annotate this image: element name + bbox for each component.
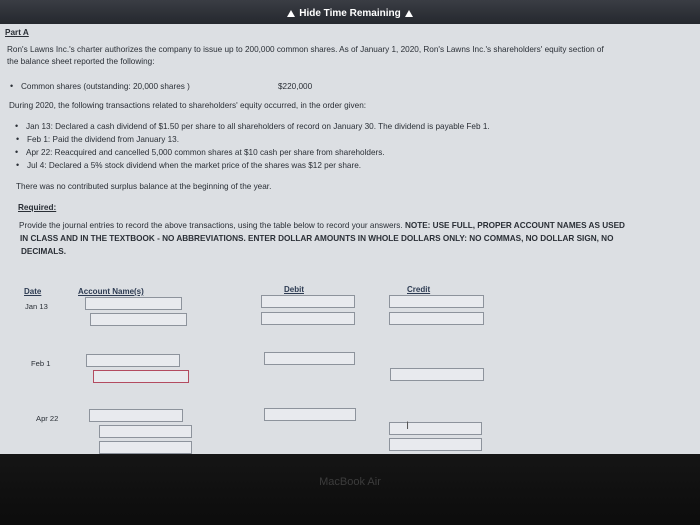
transactions-intro: During 2020, the following transactions related to shareholders' equity occurred, in the order given: [9,101,367,110]
row-date: Feb 1 [31,359,51,368]
debit-input[interactable] [264,408,356,421]
debit-input[interactable] [261,312,355,325]
account-name-input[interactable] [86,354,180,367]
question-content [0,24,700,454]
laptop-bezel [0,454,700,525]
credit-input[interactable] [389,422,482,435]
instructions-plain: Provide the journal entries to record the above transactions, using the table below to record your answers. [19,221,405,230]
credit-input[interactable] [389,438,482,451]
laptop-brand-label: MacBook Air [319,476,381,488]
row-date: Jan 13 [25,302,48,311]
credit-input[interactable] [390,368,484,381]
credit-input[interactable] [389,295,484,308]
debit-header: Debit [284,285,304,294]
row-date: Apr 22 [36,414,59,423]
instructions-line-2: IN CLASS AND IN THE TEXTBOOK - NO ABBREVIATIONS. ENTER DOLLAR AMOUNTS IN WHOLE DOLLARS ONLY: NO COMMAS, NO DOLLAR SIGN, NO [20,234,614,243]
part-label: Part A [5,28,29,37]
account-name-input[interactable] [93,370,189,383]
credit-input[interactable] [389,312,484,325]
triangle-up-icon [287,10,295,17]
transaction-item: • Jul 4: Declared a 5% stock dividend when the market price of the shares was $12 per share. [27,160,361,171]
instructions-line-3: DECIMALS. [21,247,67,256]
intro-line-1: Ron's Lawns Inc.'s charter authorizes the company to issue up to 200,000 common shares. As of January 1, 2020, Ron's Lawns Inc.'s shareholders' equity section of [7,45,604,54]
text-cursor-icon: I [406,420,410,432]
account-name-input[interactable] [90,313,187,326]
credit-header: Credit [407,285,431,294]
timer-bar [0,0,700,26]
transaction-item: • Apr 22: Reacquired and cancelled 5,000 common shares at $10 cash per share from shareholders. [26,147,385,158]
hide-time-remaining-button[interactable] [287,8,413,19]
debit-input[interactable] [264,352,355,365]
transaction-item: • Feb 1: Paid the dividend from January 13. [27,134,179,145]
date-header: Date [24,287,42,296]
account-name-header: Account Name(s) [78,287,144,296]
instructions-note: NOTE: USE FULL, PROPER ACCOUNT NAMES AS USED [404,221,625,230]
intro-line-2: the balance sheet reported the following: [7,57,155,66]
transaction-item: • Jan 13: Declared a cash dividend of $1.50 per share to all shareholders of record on January 30. The dividend is payable Feb 1. [26,121,490,132]
triangle-up-icon [405,10,413,17]
equity-item-amount: $220,000 [278,82,313,91]
account-name-input[interactable] [89,409,183,422]
hide-time-label: Hide Time Remaining [299,7,401,19]
equity-item-label: • Common shares (outstanding: 20,000 shares ) [21,81,190,92]
required-label: Required: [18,203,57,212]
surplus-note: There was no contributed surplus balance at the beginning of the year. [16,182,272,191]
debit-input[interactable] [261,295,355,308]
instructions-line-1 [19,220,625,231]
account-name-input[interactable] [99,425,192,438]
account-name-input[interactable] [99,441,192,454]
account-name-input[interactable] [85,297,182,310]
